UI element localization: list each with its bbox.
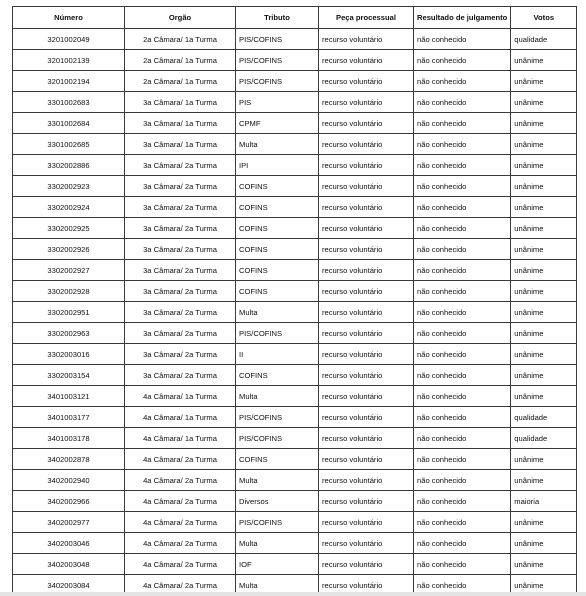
cell-votos: unânime — [511, 71, 577, 92]
cell-resultado: não conhecido — [414, 428, 511, 449]
table-row — [13, 428, 577, 449]
header-orgao: Orgão — [125, 7, 236, 29]
cell-resultado: não conhecido — [414, 134, 511, 155]
cell-resultado: não conhecido — [414, 491, 511, 512]
cell-votos: unânime — [511, 533, 577, 554]
table-row — [13, 197, 577, 218]
table-row — [13, 449, 577, 470]
cell-numero: 3402002878 — [13, 449, 125, 470]
cell-votos: qualidade — [511, 428, 577, 449]
cell-numero: 3302002928 — [13, 281, 125, 302]
cell-tributo: PIS/COFINS — [236, 407, 319, 428]
cell-votos: unânime — [511, 113, 577, 134]
cell-numero: 3301002684 — [13, 113, 125, 134]
cell-numero: 3402002966 — [13, 491, 125, 512]
cell-peca: recurso voluntário — [319, 323, 414, 344]
cell-numero: 3401003177 — [13, 407, 125, 428]
cell-numero: 3302002927 — [13, 260, 125, 281]
cell-numero: 3302002951 — [13, 302, 125, 323]
table-row — [13, 533, 577, 554]
cell-tributo: PIS/COFINS — [236, 29, 319, 50]
table-row — [13, 281, 577, 302]
cell-tributo: Multa — [236, 302, 319, 323]
cell-peca: recurso voluntário — [319, 260, 414, 281]
cell-numero: 3402003046 — [13, 533, 125, 554]
cell-orgao: 4a Câmara/ 2a Turma — [125, 491, 236, 512]
cell-resultado: não conhecido — [414, 386, 511, 407]
cell-orgao: 3a Câmara/ 1a Turma — [125, 92, 236, 113]
cell-peca: recurso voluntário — [319, 449, 414, 470]
header-votos: Votos — [511, 7, 577, 29]
cell-votos: unânime — [511, 239, 577, 260]
cell-votos: unânime — [511, 302, 577, 323]
cell-peca: recurso voluntário — [319, 134, 414, 155]
table-row — [13, 386, 577, 407]
cell-votos: unânime — [511, 260, 577, 281]
cell-votos: maioria — [511, 491, 577, 512]
cell-orgao: 3a Câmara/ 2a Turma — [125, 155, 236, 176]
cell-resultado: não conhecido — [414, 344, 511, 365]
cell-tributo: PIS/COFINS — [236, 428, 319, 449]
cell-orgao: 4a Câmara/ 2a Turma — [125, 512, 236, 533]
cell-orgao: 4a Câmara/ 2a Turma — [125, 449, 236, 470]
cell-tributo: PIS/COFINS — [236, 50, 319, 71]
cell-orgao: 3a Câmara/ 2a Turma — [125, 281, 236, 302]
cell-peca: recurso voluntário — [319, 491, 414, 512]
cell-peca: recurso voluntário — [319, 407, 414, 428]
cell-votos: unânime — [511, 554, 577, 575]
cell-resultado: não conhecido — [414, 554, 511, 575]
cell-numero: 3301002685 — [13, 134, 125, 155]
table-row — [13, 50, 577, 71]
table-row — [13, 239, 577, 260]
cell-tributo: COFINS — [236, 449, 319, 470]
cell-resultado: não conhecido — [414, 512, 511, 533]
cell-peca: recurso voluntário — [319, 386, 414, 407]
cell-orgao: 3a Câmara/ 2a Turma — [125, 197, 236, 218]
cell-orgao: 3a Câmara/ 1a Turma — [125, 113, 236, 134]
cell-numero: 3402002940 — [13, 470, 125, 491]
cell-orgao: 3a Câmara/ 2a Turma — [125, 218, 236, 239]
cell-numero: 3302002923 — [13, 176, 125, 197]
cell-peca: recurso voluntário — [319, 71, 414, 92]
cell-resultado: não conhecido — [414, 92, 511, 113]
cell-orgao: 3a Câmara/ 2a Turma — [125, 260, 236, 281]
table-header — [13, 7, 577, 29]
table-row — [13, 176, 577, 197]
cell-votos: unânime — [511, 344, 577, 365]
cell-tributo: Multa — [236, 575, 319, 596]
table-row — [13, 344, 577, 365]
cell-peca: recurso voluntário — [319, 197, 414, 218]
cell-orgao: 4a Câmara/ 1a Turma — [125, 428, 236, 449]
cell-peca: recurso voluntário — [319, 113, 414, 134]
cell-peca: recurso voluntário — [319, 470, 414, 491]
cell-numero: 3302003154 — [13, 365, 125, 386]
cell-resultado: não conhecido — [414, 155, 511, 176]
cell-tributo: PIS/COFINS — [236, 512, 319, 533]
header-resultado: Resultado de julgamento — [414, 7, 511, 29]
table-row — [13, 323, 577, 344]
cell-votos: qualidade — [511, 407, 577, 428]
cell-numero: 3302002924 — [13, 197, 125, 218]
cell-numero: 3201002139 — [13, 50, 125, 71]
cell-resultado: não conhecido — [414, 533, 511, 554]
cell-votos: unânime — [511, 323, 577, 344]
cell-votos: unânime — [511, 575, 577, 596]
header-tributo: Tributo — [236, 7, 319, 29]
cell-numero: 3302003016 — [13, 344, 125, 365]
cell-numero: 3201002194 — [13, 71, 125, 92]
cell-tributo: PIS/COFINS — [236, 323, 319, 344]
cell-tributo: COFINS — [236, 281, 319, 302]
cell-votos: unânime — [511, 176, 577, 197]
cell-tributo: Multa — [236, 533, 319, 554]
table-row — [13, 29, 577, 50]
table-row — [13, 407, 577, 428]
cell-votos: unânime — [511, 218, 577, 239]
cell-peca: recurso voluntário — [319, 239, 414, 260]
cell-votos: unânime — [511, 386, 577, 407]
cell-numero: 3301002683 — [13, 92, 125, 113]
table-row — [13, 218, 577, 239]
cell-tributo: II — [236, 344, 319, 365]
cell-numero: 3302002926 — [13, 239, 125, 260]
cell-orgao: 4a Câmara/ 2a Turma — [125, 575, 236, 596]
table-row — [13, 491, 577, 512]
cell-orgao: 3a Câmara/ 1a Turma — [125, 134, 236, 155]
cell-peca: recurso voluntário — [319, 281, 414, 302]
cell-resultado: não conhecido — [414, 470, 511, 491]
cell-orgao: 4a Câmara/ 2a Turma — [125, 533, 236, 554]
cell-tributo: COFINS — [236, 218, 319, 239]
cell-tributo: PIS/COFINS — [236, 71, 319, 92]
cell-numero: 3302002963 — [13, 323, 125, 344]
cell-numero: 3401003178 — [13, 428, 125, 449]
cell-peca: recurso voluntário — [319, 29, 414, 50]
cell-votos: unânime — [511, 50, 577, 71]
cell-resultado: não conhecido — [414, 575, 511, 596]
cell-tributo: IOF — [236, 554, 319, 575]
cell-resultado: não conhecido — [414, 176, 511, 197]
table-row — [13, 470, 577, 491]
cell-peca: recurso voluntário — [319, 176, 414, 197]
cell-peca: recurso voluntário — [319, 50, 414, 71]
cell-orgao: 2a Câmara/ 1a Turma — [125, 29, 236, 50]
cell-resultado: não conhecido — [414, 239, 511, 260]
cell-orgao: 4a Câmara/ 1a Turma — [125, 407, 236, 428]
cell-peca: recurso voluntário — [319, 92, 414, 113]
header-row — [13, 7, 577, 29]
table-row — [13, 113, 577, 134]
table-row — [13, 554, 577, 575]
cell-orgao: 4a Câmara/ 1a Turma — [125, 386, 236, 407]
cell-tributo: COFINS — [236, 239, 319, 260]
cell-tributo: IPI — [236, 155, 319, 176]
cell-tributo: Multa — [236, 386, 319, 407]
table-row — [13, 365, 577, 386]
cell-votos: unânime — [511, 449, 577, 470]
cell-orgao: 2a Câmara/ 1a Turma — [125, 50, 236, 71]
cell-votos: unânime — [511, 281, 577, 302]
cell-orgao: 4a Câmara/ 2a Turma — [125, 554, 236, 575]
table-row — [13, 92, 577, 113]
table-row — [13, 302, 577, 323]
cell-orgao: 3a Câmara/ 2a Turma — [125, 323, 236, 344]
cell-peca: recurso voluntário — [319, 554, 414, 575]
cell-numero: 3402002977 — [13, 512, 125, 533]
cell-resultado: não conhecido — [414, 71, 511, 92]
cell-votos: unânime — [511, 470, 577, 491]
cell-votos: unânime — [511, 155, 577, 176]
cell-resultado: não conhecido — [414, 449, 511, 470]
table-body — [13, 29, 577, 596]
cell-resultado: não conhecido — [414, 218, 511, 239]
cell-resultado: não conhecido — [414, 50, 511, 71]
table-row — [13, 512, 577, 533]
cell-peca: recurso voluntário — [319, 344, 414, 365]
cell-tributo: COFINS — [236, 365, 319, 386]
cell-votos: unânime — [511, 512, 577, 533]
table-row — [13, 260, 577, 281]
cell-tributo: COFINS — [236, 197, 319, 218]
header-peca-processual: Peça processual — [319, 7, 414, 29]
cell-resultado: não conhecido — [414, 302, 511, 323]
cell-resultado: não conhecido — [414, 197, 511, 218]
cell-resultado: não conhecido — [414, 365, 511, 386]
cell-numero: 3401003121 — [13, 386, 125, 407]
cell-orgao: 2a Câmara/ 1a Turma — [125, 71, 236, 92]
cell-peca: recurso voluntário — [319, 218, 414, 239]
cell-numero: 3201002049 — [13, 29, 125, 50]
cell-numero: 3402003084 — [13, 575, 125, 596]
cell-numero: 3302002886 — [13, 155, 125, 176]
header-numero: Número — [13, 7, 125, 29]
cell-tributo: COFINS — [236, 176, 319, 197]
cell-votos: qualidade — [511, 29, 577, 50]
cell-peca: recurso voluntário — [319, 575, 414, 596]
cell-orgao: 3a Câmara/ 2a Turma — [125, 239, 236, 260]
judgment-table — [12, 6, 577, 596]
cell-tributo: CPMF — [236, 113, 319, 134]
cell-tributo: Multa — [236, 470, 319, 491]
cell-orgao: 3a Câmara/ 2a Turma — [125, 344, 236, 365]
cell-numero: 3402003048 — [13, 554, 125, 575]
cell-peca: recurso voluntário — [319, 365, 414, 386]
cell-votos: unânime — [511, 92, 577, 113]
cell-resultado: não conhecido — [414, 281, 511, 302]
cell-peca: recurso voluntário — [319, 533, 414, 554]
cell-resultado: não conhecido — [414, 29, 511, 50]
cell-votos: unânime — [511, 365, 577, 386]
cell-resultado: não conhecido — [414, 113, 511, 134]
cell-peca: recurso voluntário — [319, 302, 414, 323]
cell-tributo: Diversos — [236, 491, 319, 512]
table-row — [13, 71, 577, 92]
cell-votos: unânime — [511, 197, 577, 218]
page-bottom-edge — [0, 592, 586, 596]
cell-numero: 3302002925 — [13, 218, 125, 239]
cell-peca: recurso voluntário — [319, 512, 414, 533]
cell-tributo: COFINS — [236, 260, 319, 281]
cell-peca: recurso voluntário — [319, 428, 414, 449]
cell-orgao: 3a Câmara/ 2a Turma — [125, 365, 236, 386]
cell-orgao: 4a Câmara/ 2a Turma — [125, 470, 236, 491]
table-row — [13, 134, 577, 155]
cell-resultado: não conhecido — [414, 323, 511, 344]
table-row — [13, 155, 577, 176]
cell-resultado: não conhecido — [414, 260, 511, 281]
cell-votos: unânime — [511, 134, 577, 155]
cell-peca: recurso voluntário — [319, 155, 414, 176]
cell-resultado: não conhecido — [414, 407, 511, 428]
cell-orgao: 3a Câmara/ 2a Turma — [125, 302, 236, 323]
cell-tributo: PIS — [236, 92, 319, 113]
cell-tributo: Multa — [236, 134, 319, 155]
cell-orgao: 3a Câmara/ 2a Turma — [125, 176, 236, 197]
